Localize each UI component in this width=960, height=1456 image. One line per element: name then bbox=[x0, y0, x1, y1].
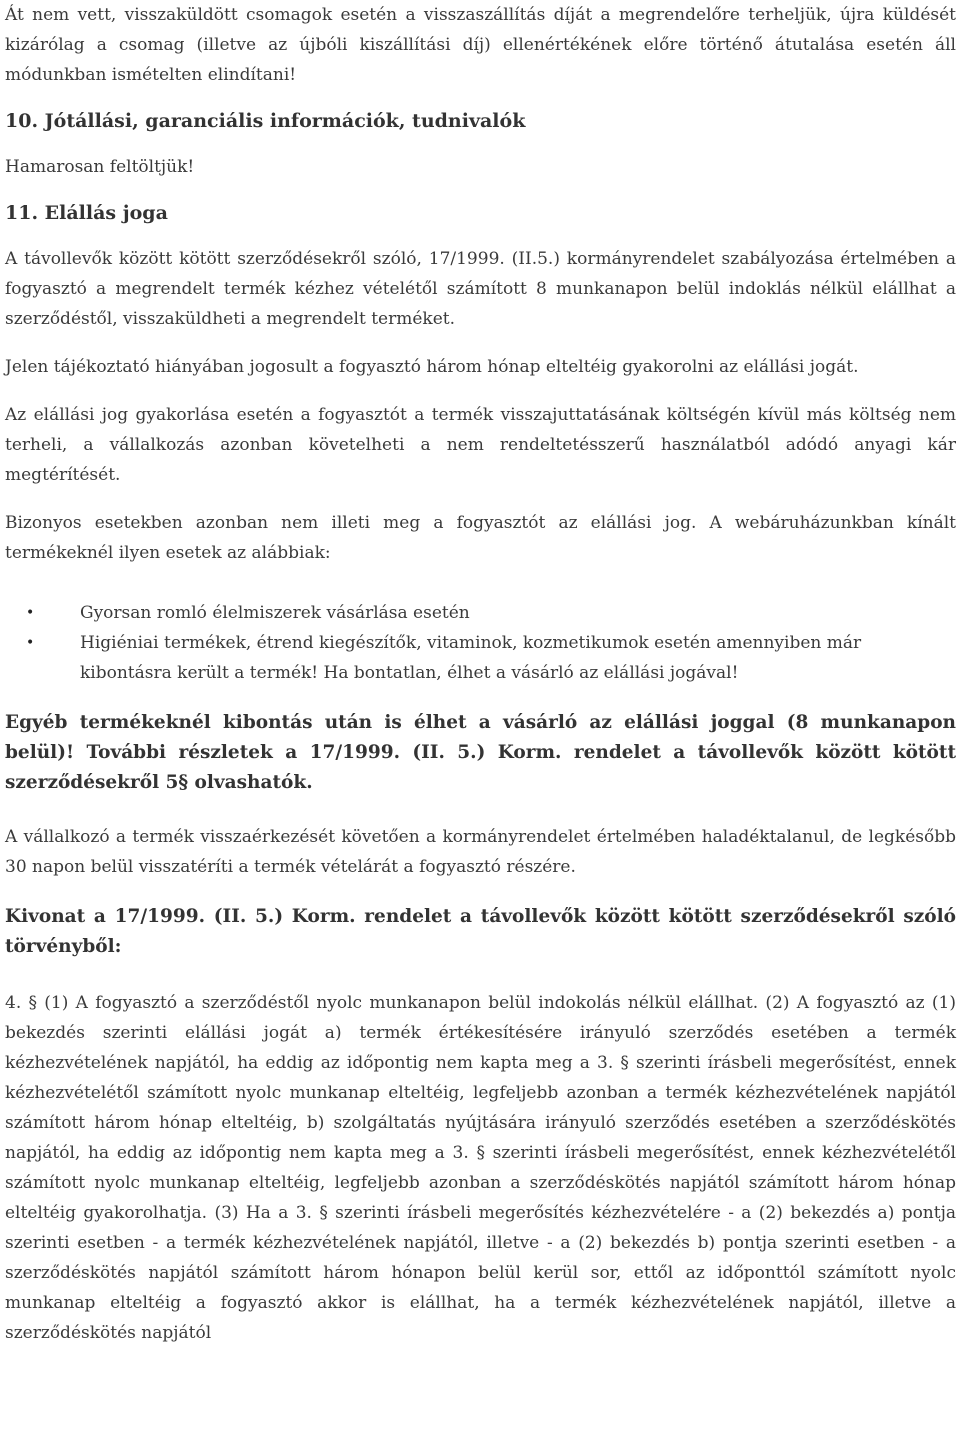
bullet-icon: • bbox=[26, 635, 35, 651]
intro-paragraph: Át nem vett, visszaküldött csomagok esetén a visszaszállítás díját a megrendelőre terheljük, újra küldését kizárólag a csomag (illetve az újbóli kiszállítási díj) ellenértékének előre történő átutalása esetén áll módunkban ismételten elindítani! bbox=[5, 5, 956, 85]
list-item bbox=[26, 598, 956, 628]
list-item-text: Gyorsan romló élelmiszerek vásárlása esetén bbox=[80, 603, 470, 623]
list-item-text: Higiéniai termékek, étrend kiegészítők, vitaminok, kozmetikumok esetén amennyiben már kibontásra került a termék! Ha bontatlan, élhet a vásárló az elállási jogával! bbox=[80, 633, 862, 683]
heading-withdrawal: 11. Elállás joga bbox=[5, 202, 168, 224]
list-item bbox=[26, 628, 956, 688]
cost-paragraph: Az elállási jog gyakorlása esetén a fogyasztót a termék visszajuttatásának költségén kívül más költség nem terheli, a vállalkozás azonban követelheti a nem rendeltetésszerű használatból adódó anyagi kár megtérítését. bbox=[5, 405, 956, 485]
excerpt-heading: Kivonat a 17/1999. (II. 5.) Korm. rendelet a távollevők között kötött szerződésekről szóló törvényből: bbox=[5, 906, 956, 957]
distance-contract-paragraph: A távollevők között kötött szerződésekről szóló, 17/1999. (II.5.) kormányrendelet szabályozása értelmében a fogyasztó a megrendelt termék kézhez vételétől számított 8 munkanapon belül indoklás nélkül elállhat a szerződéstől, visszaküldheti a megrendelt terméket. bbox=[5, 249, 956, 329]
bullet-icon: • bbox=[26, 605, 35, 621]
other-products-note: Egyéb termékeknél kibontás után is élhet a vásárló az elállási joggal (8 munkanapon belül)! További részletek a 17/1999. (II. 5.) Korm. rendelet a távollevők között kötött szerződésekről 5§ olvashatók. bbox=[5, 712, 956, 793]
exceptions-list bbox=[5, 598, 956, 688]
heading-warranty: 10. Jótállási, garanciális információk, tudnivalók bbox=[5, 110, 526, 132]
law-text-paragraph: 4. § (1) A fogyasztó a szerződéstől nyolc munkanapon belül indokolás nélkül elállhat. (2) A fogyasztó az (1) bekezdés szerinti elállási jogát a) termék értékesítésére irányuló szerződés esetében a termék kézhezvételének napjától, ha eddig az időpontig nem kapta meg a 3. § szerinti írásbeli megerősítést, ennek kézhezvételétől számított nyolc munkanap elteltéig, legfeljebb azonban a termék kézhezvételének napjától számított három hónap elteltéig, b) szolgáltatás nyújtására irányuló szerződés esetében a szerződéskötés napjától, ha eddig az időpontig nem kapta meg a 3. § szerinti írásbeli megerősítést, ennek kézhezvételétől számított nyolc munkanap elteltéig, legfeljebb azonban a szerződéskötés napjától számított három hónap elteltéig gyakorolhatja. (3) Ha a 3. § szerinti írásbeli megerősítés kézhezvételére - a (2) bekezdés a) pontja szerinti esetben - a termék kézhezvételének napjától, illetve - a (2) bekezdés b) pontja szerinti esetben - a szerződéskötés napjától számított három hónapon belül kerül sor, ettől az időponttól számított nyolc munkanap elteltéig a fogyasztó akkor is elállhat, ha a termék kézhezvételének napjától, illetve a szerződéskötés napjától bbox=[5, 993, 956, 1343]
coming-soon-text: Hamarosan feltöltjük! bbox=[5, 157, 195, 177]
exceptions-paragraph: Bizonyos esetekben azonban nem illeti meg a fogyasztót az elállási jog. A webáruházunkban kínált termékeknél ilyen esetek az alábbiak: bbox=[5, 513, 956, 563]
notice-paragraph: Jelen tájékoztató hiányában jogosult a fogyasztó három hónap elteltéig gyakorolni az elállási jogát. bbox=[5, 357, 859, 377]
refund-paragraph: A vállalkozó a termék visszaérkezését követően a kormányrendelet értelmében haladéktalanul, de legkésőbb 30 napon belül visszatéríti a termék vételárát a fogyasztó részére. bbox=[5, 827, 956, 877]
